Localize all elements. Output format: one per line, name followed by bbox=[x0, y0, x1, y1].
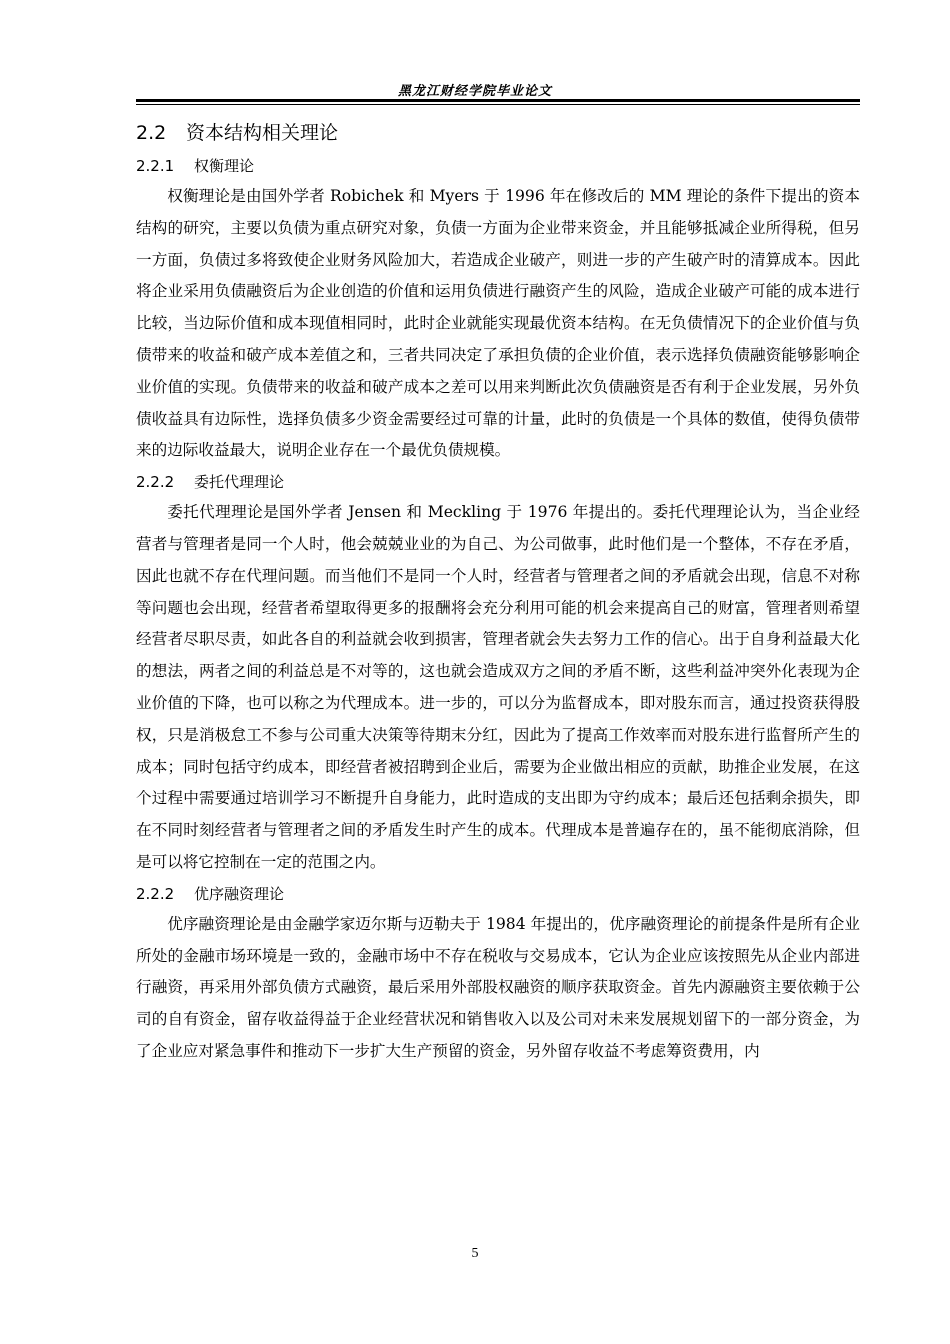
subsection-heading-agency bbox=[136, 467, 860, 497]
page-body bbox=[136, 115, 860, 1068]
page-number: 5 bbox=[471, 1246, 479, 1261]
paragraph-pecking-order-theory: 优序融资理论是由金融学家迈尔斯与迈勒夫于 1984 年提出的，优序融资理论的前提条件是所有企业所处的金融市场环境是一致的，金融市场中不存在税收与交易成本，它认为企业应该按照先从企业内部进行融资，再采用外部负债方式融资，最后采用外部股权融资的顺序获取资金。首先内源融资主要依赖于公司的自有资金，留存收益得益于企业经营状况和销售收入以及公司对未来发展规划留下的一部分资金，为了企业应对紧急事件和推动下一步扩大生产预留的资金，另外留存收益不考虑筹资费用，内 bbox=[136, 914, 860, 1060]
subsection-heading-pecking-order bbox=[136, 879, 860, 909]
section-title: 资本结构相关理论 bbox=[186, 122, 339, 144]
paragraph-tradeoff-theory: 权衡理论是由国外学者 Robichek 和 Myers 于 1996 年在修改后的 MM 理论的条件下提出的资本结构的研究，主要以负债为重点研究对象，负债一方面为企业带来资金，并且能够抵减企业所得税，但另一方面，负债过多将致使企业财务风险加大，若造成企业破产，则进一步的产生破产时的清算成本。因此将企业采用负债融资后为企业创造的价值和运用负债进行融资产生的风险，造成企业破产可能的成本进行比较，当边际价值和成本现值相同时，此时企业就能实现最优资本结构。在无负债情况下的企业价值与负债带来的收益和破产成本差值之和，三者共同决定了承担负债的企业价值，表示选择负债融资能够影响企业价值的实现。负债带来的收益和破产成本之差可以用来判断此次负债融资是否有利于企业发展，另外负债收益具有边际性，选择负债多少资金需要经过可靠的计量，此时的负债是一个具体的数值，使得负债带来的边际收益最大，说明企业存在一个最优负债规模。 bbox=[136, 187, 860, 460]
subsection-number: 2.2.2 bbox=[136, 473, 175, 492]
paragraph-agency-theory: 委托代理理论是国外学者 Jensen 和 Meckling 于 1976 年提出的。委托代理理论认为，当企业经营者与管理者是同一个人时，他会兢兢业业的为自己、为公司做事，此时他们是一个整体，不存在矛盾，因此也就不存在代理问题。而当他们不是同一个人时，经营者与管理者之间的矛盾就会出现，信息不对称等问题也会出现，经营者希望取得更多的报酬将会充分利用可能的机会来提高自己的财富，管理者则希望经营者尽职尽责，如此各自的利益就会收到损害，管理者就会失去努力工作的信心。出于自身利益最大化的想法，两者之间的利益总是不对等的，这也就会造成双方之间的矛盾不断，这些利益冲突外化表现为企业价值的下降，也可以称之为代理成本。进一步的，可以分为监督成本，即对股东而言，通过投资获得股权，只是消极怠工不参与公司重大决策等待期末分红，因此为了提高工作效率而对股东进行监督所产生的成本；同时包括守约成本，即经营者被招聘到企业后，需要为企业做出相应的贡献，助推企业发展，在这个过程中需要通过培训学习不断提升自身能力，此时造成的支出即为守约成本；最后还包括剩余损失，即在不同时刻经营者与管理者之间的矛盾发生时产生的成本。代理成本是普遍存在的，虽不能彻底消除，但是可以将它控制在一定的范围之内。 bbox=[136, 503, 860, 871]
subsection-title: 优序融资理论 bbox=[194, 884, 285, 903]
header-rule-thick bbox=[136, 99, 860, 102]
subsection-number: 2.2.2 bbox=[136, 884, 175, 903]
header-rule-thin bbox=[136, 104, 860, 105]
subsection-heading-tradeoff bbox=[136, 151, 860, 181]
subsection-title: 委托代理理论 bbox=[194, 473, 285, 492]
section-heading bbox=[136, 115, 860, 151]
subsection-number: 2.2.1 bbox=[136, 157, 175, 175]
subsection-title: 权衡理论 bbox=[194, 157, 255, 175]
section-number: 2.2 bbox=[136, 122, 167, 144]
header-title: 黑龙江财经学院毕业论文 bbox=[397, 84, 552, 99]
